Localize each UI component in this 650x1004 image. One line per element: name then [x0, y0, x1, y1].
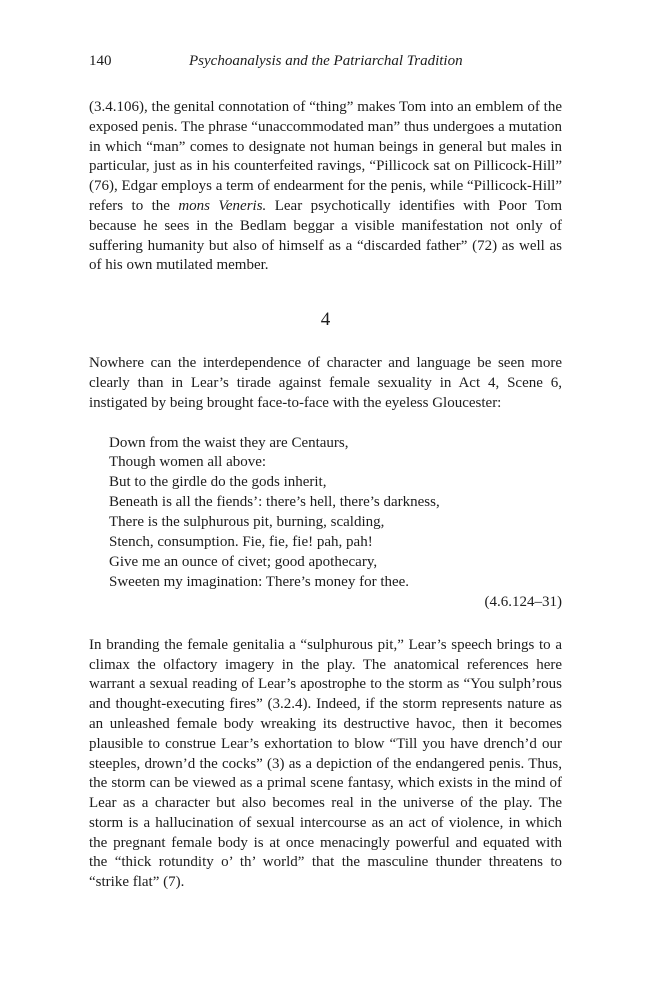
verse-line: But to the girdle do the gods inherit,	[109, 474, 327, 491]
italic-phrase: mons Veneris.	[178, 197, 267, 214]
page-number: 140	[89, 53, 112, 69]
verse-line: Stench, consumption. Fie, fie, fie! pah, pah!	[109, 534, 373, 551]
paragraph-1-text-start: (3.4.106), the genital connotation of “thing” makes Tom into an emblem of the exposed penis. The phrase “unaccommodated man” thus undergoes a mutation in which “man” comes to designate not human beings in general but males in particular, just as in his counterfeited ravings, “Pillicock sat on Pillicock-Hill” (76), Edgar employs a term of endearment for the penis, while “Pillicock-Hill” refers to the	[89, 99, 562, 214]
paragraph-1-text-end: Lear psychotically identifies with Poor Tom because he sees in the Bedlam beggar a visible manifestation not only of suffering humanity but also of himself as a “discarded father” (72) as well as of his own mutilated member.	[89, 197, 562, 274]
paragraph-1	[89, 98, 562, 276]
paragraph-2: Nowhere can the interdependence of character and language be seen more clearly than in Lear’s tirade against female sexuality in Act 4, Scene 6, instigated by being brought face-to-face with the eyeless Gloucester:	[89, 355, 562, 411]
running-head	[89, 50, 562, 72]
running-title: Psychoanalysis and the Patriarchal Tradition	[189, 53, 463, 69]
paragraph-3: In branding the female genitalia a “sulphurous pit,” Lear’s speech brings to a climax the olfactory imagery in the play. The anatomical references here warrant a sexual reading of Lear’s apostrophe to the storm as “You sulph’rous and thought-executing fires” (3.2.4). Indeed, if the storm represents nature as an unleashed female body wreaking its destructive havoc, then it becomes plausible to construe Lear’s exhortation to blow “Till you have drench’d our steeples, drown’d the cocks” (3) as a depiction of the endangered penis. Thus, the storm can be viewed as a primal scene fantasy, which exists in the mind of Lear as a character but also becomes real in the universe of the play. The storm is a hallucination of sexual intercourse as an act of violence, in which the pregnant female body is at once menacingly powerful and equated with the “thick rotundity o’ th’ world” that the masculine thunder threatens to “strike flat” (7).	[89, 636, 562, 891]
verse-quotation	[89, 434, 562, 613]
book-page	[89, 50, 562, 893]
section-number: 4	[320, 309, 331, 331]
verse-citation: (4.6.124–31)	[484, 593, 562, 610]
verse-line: Beneath is all the fiends’: there’s hell, there’s darkness,	[109, 494, 440, 511]
verse-line: Give me an ounce of civet; good apothecary,	[109, 554, 378, 570]
verse-line: There is the sulphurous pit, burning, scalding,	[109, 514, 385, 531]
verse-line: Down from the waist they are Centaurs,	[109, 434, 349, 451]
verse-line: Though women all above:	[109, 454, 267, 471]
verse-line: Sweeten my imagination: There’s money for thee.	[109, 573, 410, 590]
